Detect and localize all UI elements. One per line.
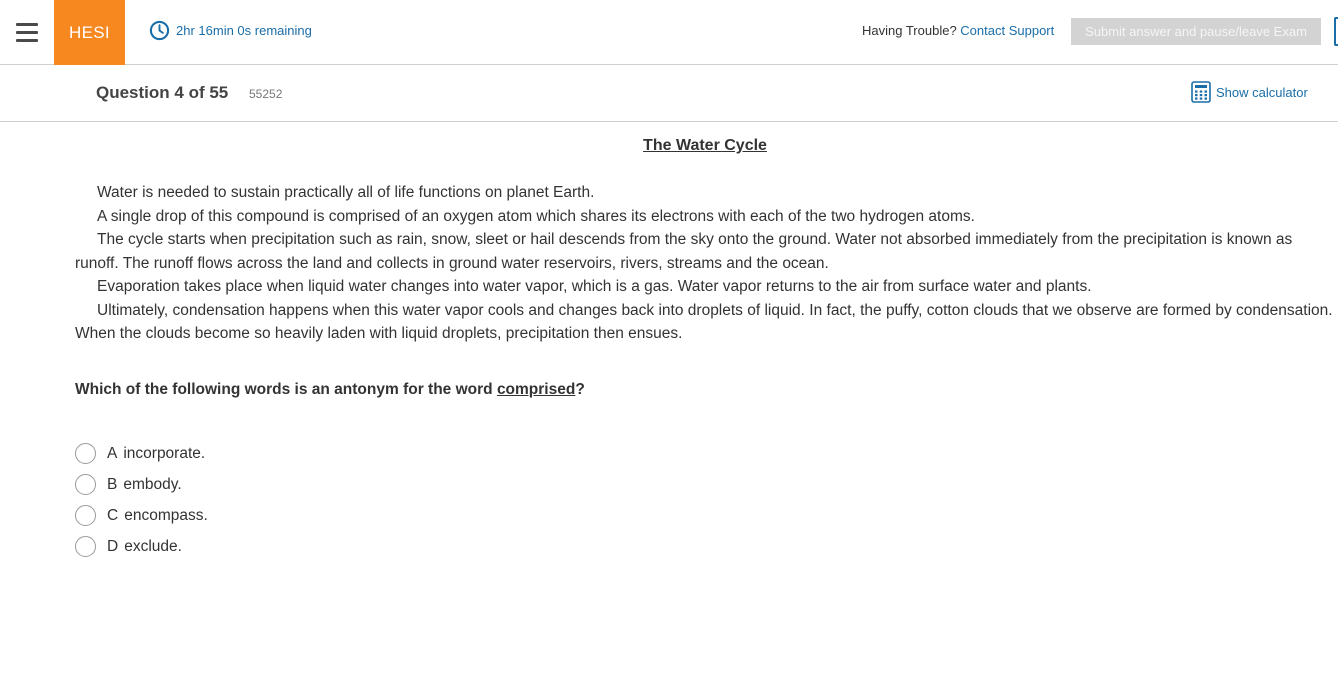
contact-support-link[interactable]: Contact Support: [960, 23, 1055, 38]
option-letter: A: [107, 444, 118, 462]
question-keyword: comprised: [496, 381, 576, 398]
option-text: encompass.: [124, 506, 208, 524]
answer-option-c[interactable]: [75, 500, 208, 531]
timer-text: 2hr 16min 0s remaining: [176, 23, 312, 38]
support-text: [862, 23, 1054, 38]
calculator-icon: [1191, 81, 1211, 103]
option-text: incorporate.: [123, 444, 206, 462]
hamburger-icon-bar: [16, 39, 38, 42]
answer-options: [75, 438, 208, 562]
radio-button[interactable]: [75, 536, 96, 557]
option-text: exclude.: [124, 537, 182, 555]
answer-option-a[interactable]: [75, 438, 208, 469]
hamburger-icon: [16, 23, 38, 26]
answer-option-b[interactable]: [75, 469, 208, 500]
question-header: [0, 65, 1338, 122]
radio-button[interactable]: [75, 474, 96, 495]
submit-pause-button[interactable]: Submit answer and pause/leave Exam: [1071, 18, 1321, 45]
option-text: embody.: [123, 475, 182, 493]
radio-button[interactable]: [75, 443, 96, 464]
passage-body: [75, 181, 1337, 346]
option-letter: D: [107, 537, 119, 555]
exam-timer: [149, 20, 312, 41]
question-number: Question 4 of 55: [96, 83, 229, 102]
answer-option-d[interactable]: [75, 531, 208, 562]
right-edge-button[interactable]: [1334, 17, 1338, 46]
passage-title: The Water Cycle: [643, 137, 767, 154]
hamburger-icon-bar: [16, 31, 38, 34]
option-letter: C: [107, 506, 119, 524]
top-bar: [0, 0, 1338, 65]
support-prefix: Having Trouble?: [862, 23, 957, 38]
brand-logo: HESI: [54, 0, 125, 65]
passage-paragraph: Water is needed to sustain practically all of life functions on planet Earth.: [97, 184, 595, 201]
question-id: 55252: [249, 87, 283, 101]
hamburger-menu-button[interactable]: [0, 0, 54, 64]
question-prompt: [75, 381, 585, 399]
show-calculator-button[interactable]: [1191, 81, 1308, 103]
radio-button[interactable]: [75, 505, 96, 526]
question-suffix: ?: [575, 381, 585, 398]
calculator-label: Show calculator: [1216, 84, 1308, 100]
passage-paragraph: The cycle starts when precipitation such as rain, snow, sleet or hail descends from the sky onto the ground. Water not absorbed immediately from the precipitation is known as runoff. The runoff flows across the land and collects in ground water reservoirs, rivers, streams and the ocean.: [75, 231, 1293, 272]
clock-icon: [149, 20, 170, 41]
question-prefix: Which of the following words is an antonym for the word: [75, 381, 497, 398]
passage-paragraph: Evaporation takes place when liquid water changes into water vapor, which is a gas. Water vapor returns to the air from surface water and plants.: [97, 278, 1092, 295]
passage-paragraph: A single drop of this compound is comprised of an oxygen atom which shares its electrons with each of the two hydrogen atoms.: [97, 207, 975, 225]
option-letter: B: [107, 475, 118, 493]
passage-paragraph: Ultimately, condensation happens when this water vapor cools and changes back into droplets of liquid. In fact, the puffy, cotton clouds that we observe are formed by condensation. When the clouds become so heavily laden with liquid droplets, precipitation then ensues.: [75, 301, 1333, 342]
